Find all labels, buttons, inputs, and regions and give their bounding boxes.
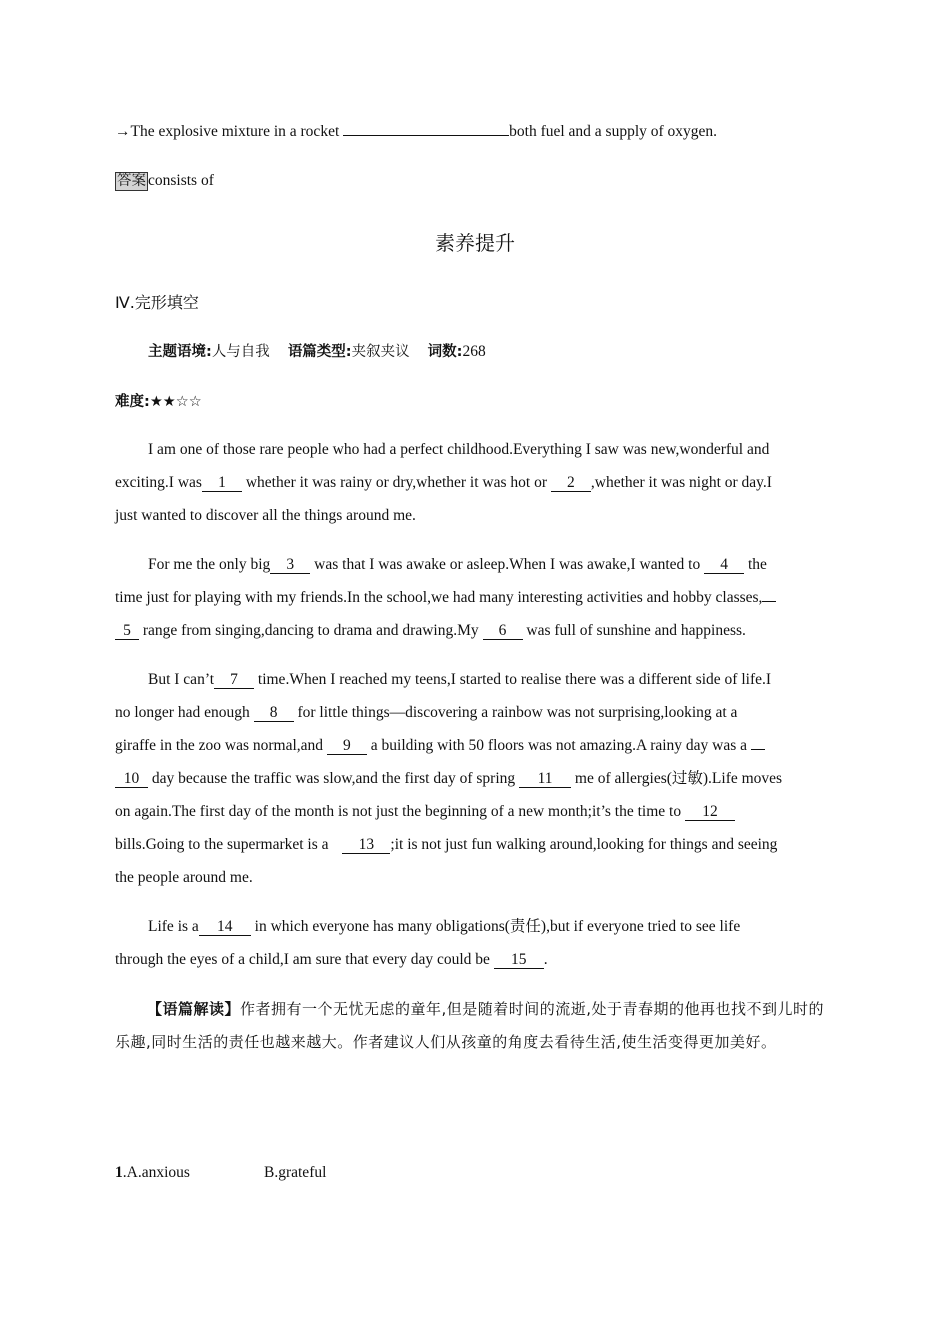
blank-5: 5 [115,622,139,640]
option-a: A.anxious [126,1164,190,1181]
answer-text: consists of [148,172,214,189]
passage-p3-line3 [115,736,765,756]
text-run: the [744,556,767,573]
passage-p1-line2 [115,473,772,493]
wordcount-label: 词数: [427,344,463,360]
passage-p2-line2 [115,588,776,608]
text-run: giraffe in the zoo was normal,and [115,737,327,754]
prev-exercise-sentence [115,122,717,142]
blank-8: 8 [254,704,294,722]
text-run: was that I was awake or asleep.When I was awake,I wanted to [310,556,705,573]
passage-p2-line1 [148,555,767,575]
wordcount-value: 268 [462,343,486,360]
blank-2: 2 [551,474,591,492]
text-run: on again.The first day of the month is not just the beginning of a new month;it’s the time to [115,803,685,820]
option-b: B.grateful [264,1164,327,1181]
text-run: range from singing,dancing to drama and drawing.My [139,622,483,639]
passage-p3-line6 [115,835,777,855]
text-run: a building with 50 floors was not amazing.A rainy day was a [366,737,751,754]
blank-6: 6 [483,622,523,640]
blank-15: 15 [494,951,544,969]
text-run: no longer had enough [115,704,254,721]
prev-exercise-blank [343,135,509,136]
text-run: ;it is not just fun walking around,looking for things and seeing [390,836,778,853]
text-run: ,whether it was night or day.I [590,474,772,491]
theme-value: 人与自我 [211,344,270,360]
meta-line [148,342,486,362]
blank-7: 7 [214,671,254,689]
passage-p4-line2 [115,950,548,970]
passage-p2-line3 [115,621,746,641]
text-run: bills.Going to the supermarket is a [115,836,333,853]
text-run: But I can’t [148,671,215,688]
interpretation-label: 【语篇解读】 [147,1000,241,1018]
blank-4: 4 [704,556,744,574]
passage-p3-line5 [115,802,735,822]
section-title: 素养提升 [435,231,515,255]
text-run: whether it was rainy or dry,whether it was hot or [241,474,551,491]
theme-label: 主题语境: [148,344,212,360]
blank-1: 1 [202,474,242,492]
blank-12: 12 [685,803,735,821]
blank-14: 14 [199,918,251,936]
blank-13: 13 [342,836,390,854]
question-number: 1 [115,1164,123,1181]
passage-p4-line1 [148,917,740,937]
prev-exercise-answer [115,171,214,191]
part-heading: Ⅳ.完形填空 [115,293,199,312]
prev-exercise-prefix: →The explosive mixture in a rocket [115,123,344,140]
text-run: For me the only big [148,556,271,573]
text-run: . [543,951,548,968]
answer-label-box: 答案 [117,173,146,189]
type-value: 夹叙夹议 [351,344,410,360]
blank-10-start [751,749,765,750]
passage-p3-line1 [148,670,771,690]
type-label: 语篇类型: [287,344,352,360]
text-run: exciting.I was [115,474,202,491]
passage-p1-line3: just wanted to discover all the things around me. [115,507,416,524]
passage-p3-line7: the people around me. [115,869,253,886]
interpretation-text: 作者拥有一个无忧无虑的童年,但是随着时间的流逝,处于青春期的他再也找不到儿时的乐趣,同时生活的责任也越来越大。作者建议人们从孩童的角度去看待生活,使生活变得更加美好。 [115,1000,825,1051]
text-run: me of allergies(过敏).Life moves [571,770,783,787]
blank-10: 10 [115,770,148,788]
interpretation-paragraph [115,993,835,1059]
blank-5-start [762,601,776,602]
text-run: was full of sunshine and happiness. [522,622,746,639]
prev-exercise-suffix: both fuel and a supply of oxygen. [509,123,718,140]
difficulty-line [115,392,202,412]
passage-p3-line2 [115,703,737,723]
text-run: time.When I reached my teens,I started to realise there was a different side of life.I [254,671,772,688]
blank-11: 11 [519,770,571,788]
text-run: Life is a [148,918,199,935]
text-run: day because the traffic was slow,and the first day of spring [148,770,520,787]
question-dot: . [122,1164,127,1181]
difficulty-stars: ★★☆☆ [149,394,202,410]
text-run: for little things—discovering a rainbow was not surprising,looking at a [293,704,738,721]
difficulty-label: 难度: [115,394,150,410]
text-run: in which everyone has many obligations(责任),but if everyone tried to see life [250,918,741,935]
blank-9: 9 [327,737,367,755]
question-1-option-a-line [115,1163,190,1183]
blank-3: 3 [270,556,310,574]
passage-p1-line1: I am one of those rare people who had a perfect childhood.Everything I saw was new,wonderful and [148,441,770,458]
text-run: time just for playing with my friends.In the school,we had many interesting activities and hobby classes, [115,589,763,606]
passage-p3-line4 [115,769,782,789]
text-run: through the eyes of a child,I am sure that every day could be [115,951,494,968]
